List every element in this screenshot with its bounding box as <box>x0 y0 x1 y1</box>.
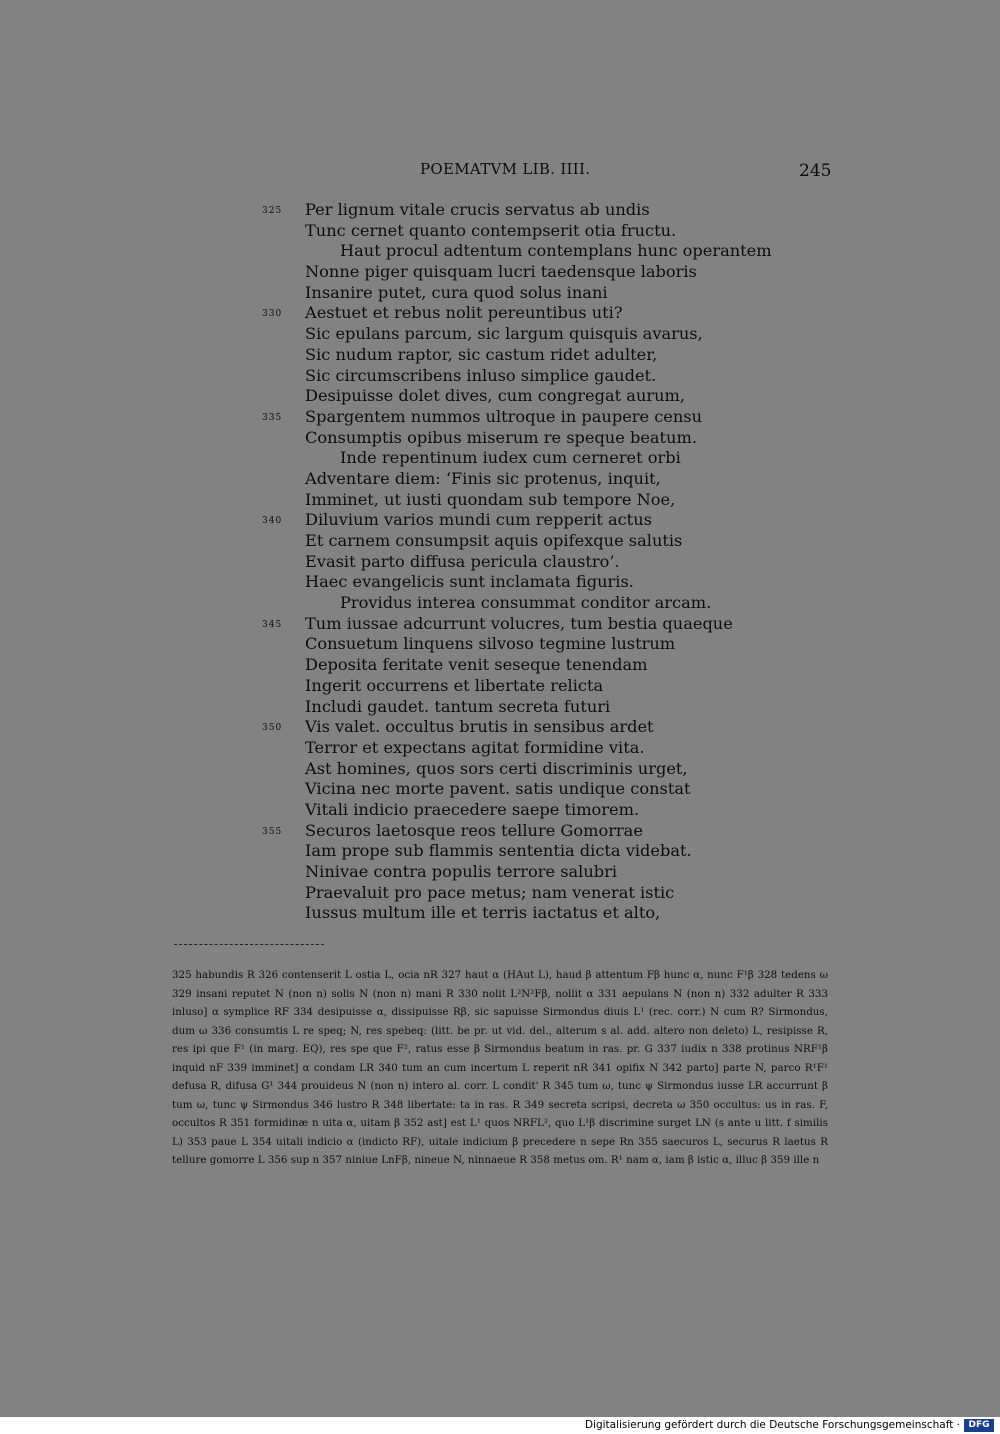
poem-line <box>0 345 1000 366</box>
verse-text: Ingerit occurrens et libertate relicta <box>305 675 604 695</box>
line-number: 355 <box>262 826 283 837</box>
apparatus-text: 325 habundis R 326 contenserit L ostia L, ocia nR 327 haut α (HAut L), haud β attentum Fβ hunc α, nunc F¹β 328 tedens ω 329 insani reputet N (non n) solis N (non n) mani R 330 nolit L²N²Fβ, nollit α 331 aepulans N (non n) 332 adulter R 333 inluso] α symplice RF 334 desipuisse α, dissipuisse Rβ, sic sapuisse Sirmondus diuis L¹ (rec. corr.) N cum R? Sirmondus, dum ω 336 consumtis L re speq; N, res spebeq: (litt. be pr. ut vid. del., alterum s al. add. altero non deleto) L, resipisse R, res ipi que F¹ (in marg. EQ), res spe que F², ratus esse β Sirmondus beatum in ras. pr. G 337 iudix n 338 protinus NRF¹β inquid nF 339 imminet] α condam LR 340 tum an cum incertum L reperit nR 341 opifix N 342 parto] parte N, parco R¹F¹ defusa R, difusa G¹ 344 prouideus N (non n) intero al. corr. L condit' R 345 tum ω, tunc ψ Sirmondus iusse LR accurrunt β tum ω, tunc ψ Sirmondus 346 lustro R 348 libertate: ta in ras. R 349 secreta scripsi, decreta ω 350 occultus: us in ras. F, occultos R 351 formidinæ n uita α, uitam β 352 ast] est L¹ quos NRFL², quo L¹β discrimine surget LN (s ante u litt. f similis L) 353 paue L 354 uitali indicio α (indicto RF), uitale indicium β precedere n sepe Rn 355 saecuros L, securus R laetus R tellure gomorre L 356 sup n 357 niniue LnFβ, nineue N, ninnaeue R 358 metus om. R¹ nam α, iam β istic α, illuc β 359 ille n <box>172 969 828 1166</box>
poem-line <box>0 241 1000 262</box>
poem-line <box>0 738 1000 759</box>
footnote-rule <box>174 944 324 945</box>
line-number: 325 <box>262 206 283 216</box>
verse-text: Diluvium varios mundi cum repperit actus <box>305 510 652 530</box>
verse-text: Iam prope sub flammis sententia dicta videbat. <box>305 841 692 861</box>
verse-text: Per lignum vitale crucis servatus ab undis <box>305 200 650 219</box>
verse-text: Evasit parto diffusa pericula claustro’. <box>305 551 620 571</box>
poem-line <box>0 821 1000 842</box>
poem-text <box>0 200 1000 924</box>
poem-line <box>0 903 1000 924</box>
poem-line <box>0 262 1000 283</box>
poem-line <box>0 593 1000 614</box>
poem-line <box>0 386 1000 407</box>
poem-line <box>0 283 1000 304</box>
poem-line <box>0 448 1000 469</box>
line-number: 340 <box>262 516 283 527</box>
verse-text: Sic circumscribens inluso simplice gaudet. <box>305 365 657 385</box>
verse-text: Imminet, ut iusti quondam sub tempore Noe, <box>305 489 676 509</box>
verse-text: Adventare diem: ‘Finis sic protenus, inquit, <box>305 468 661 488</box>
line-number: 345 <box>262 619 283 630</box>
verse-text: Tum iussae adcurrunt volucres, tum bestia quaeque <box>305 613 733 633</box>
line-number: 330 <box>262 309 283 320</box>
poem-line <box>0 572 1000 593</box>
dfg-logo: DFG <box>964 1419 994 1432</box>
verse-text: Vicina nec morte pavent. satis undique constat <box>305 779 691 799</box>
funding-footer <box>0 1417 1000 1434</box>
verse-text: Haec evangelicis sunt inclamata figuris. <box>305 572 634 592</box>
poem-line <box>0 552 1000 573</box>
verse-text: Iussus multum ille et terris iactatus et alto, <box>305 903 661 923</box>
poem-line <box>0 324 1000 345</box>
poem-line <box>0 697 1000 718</box>
poem-line <box>0 510 1000 531</box>
verse-text: Ast homines, quos sors certi discriminis urget, <box>305 758 688 778</box>
poem-line <box>0 883 1000 904</box>
poem-line <box>0 366 1000 387</box>
poem-line <box>0 841 1000 862</box>
poem-line <box>0 469 1000 490</box>
verse-text: Sic epulans parcum, sic largum quisquis avarus, <box>305 324 703 344</box>
poem-line <box>0 634 1000 655</box>
verse-text: Ninivae contra populis terrore salubri <box>305 862 618 881</box>
poem-line <box>0 717 1000 738</box>
poem-line <box>0 428 1000 449</box>
verse-text: Sic nudum raptor, sic castum ridet adulter, <box>305 344 658 364</box>
verse-text: Deposita feritate venit seseque tenendam <box>305 655 648 675</box>
verse-text: Terror et expectans agitat formidine vita. <box>305 737 645 757</box>
verse-text: Vitali indicio praecedere saepe timorem. <box>305 799 640 819</box>
funding-note: Digitalisierung gefördert durch die Deutsche Forschungsgemeinschaft · <box>584 1419 960 1431</box>
poem-line <box>0 303 1000 324</box>
line-number: 335 <box>262 412 283 423</box>
verse-text: Consumptis opibus miserum re speque beatum. <box>305 427 697 447</box>
verse-text: Consuetum linquens silvoso tegmine lustrum <box>305 634 676 654</box>
verse-text: Tunc cernet quanto contempserit otia fructu. <box>305 220 677 240</box>
poem-line <box>0 655 1000 676</box>
verse-text: Vis valet. occultus brutis in sensibus ardet <box>305 717 654 737</box>
poem-line <box>0 800 1000 821</box>
verse-text: Haut procul adtentum contemplans hunc operantem <box>340 241 772 261</box>
poem-line <box>0 676 1000 697</box>
verse-text: Nonne piger quisquam lucri taedensque laboris <box>305 262 697 282</box>
running-title: POEMATVM LIB. IIII. <box>420 160 591 178</box>
poem-line <box>0 759 1000 780</box>
verse-text: Et carnem consumpsit aquis opifexque salutis <box>305 531 683 550</box>
verse-text: Desipuisse dolet dives, cum congregat aurum, <box>305 386 686 406</box>
page-number: 245 <box>799 161 832 181</box>
critical-apparatus <box>172 966 828 1170</box>
verse-text: Praevaluit pro pace metus; nam venerat istic <box>305 882 675 902</box>
poem-line <box>0 490 1000 511</box>
verse-text: Aestuet et rebus nolit pereuntibus uti? <box>305 303 623 323</box>
poem-line <box>0 531 1000 552</box>
poem-line <box>0 407 1000 428</box>
line-number: 350 <box>262 723 283 734</box>
poem-line <box>0 614 1000 635</box>
verse-text: Spargentem nummos ultroque in paupere censu <box>305 406 703 426</box>
verse-text: Providus interea consummat conditor arcam. <box>340 593 712 613</box>
verse-text: Inde repentinum iudex cum cerneret orbi <box>340 448 681 468</box>
verse-text: Securos laetosque reos tellure Gomorrae <box>305 820 643 840</box>
poem-line <box>0 200 1000 221</box>
poem-line <box>0 862 1000 883</box>
poem-line <box>0 779 1000 800</box>
verse-text: Includi gaudet. tantum secreta futuri <box>305 696 611 716</box>
poem-line <box>0 221 1000 242</box>
verse-text: Insanire putet, cura quod solus inani <box>305 282 608 302</box>
